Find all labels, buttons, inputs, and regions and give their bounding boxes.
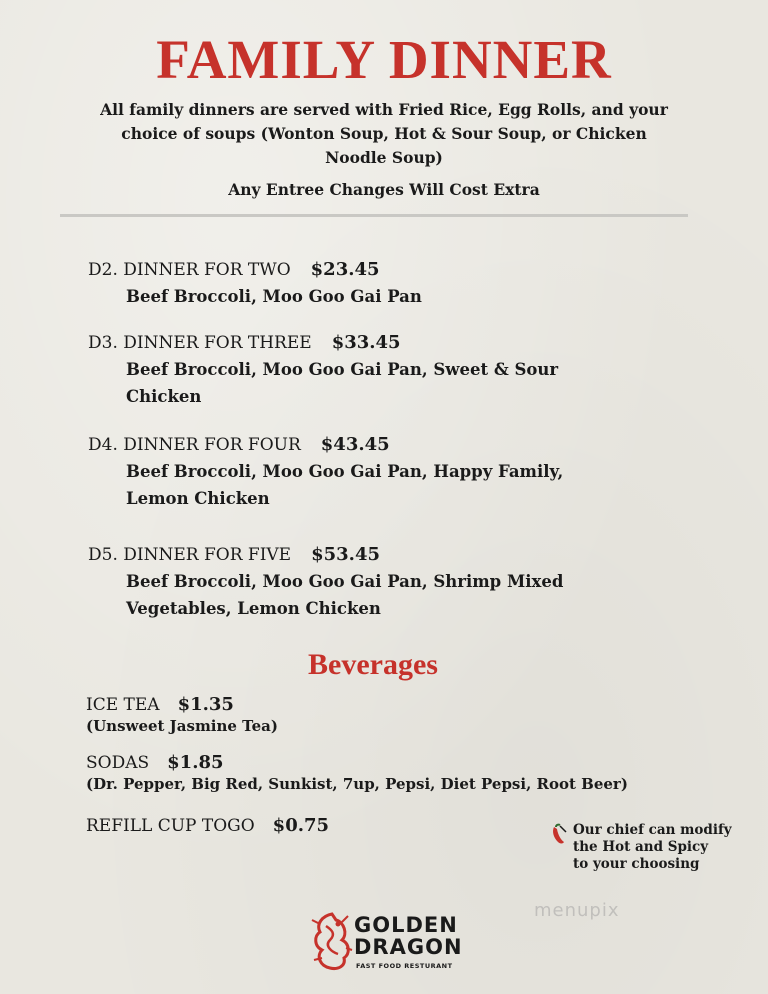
beverage-item-ice-tea xyxy=(86,694,278,737)
intro-line: Noodle Soup) xyxy=(325,148,443,167)
beverage-price: $0.75 xyxy=(272,815,330,836)
intro-text xyxy=(74,98,694,170)
dinner-description xyxy=(126,283,648,310)
dinner-desc-line: Beef Broccoli, Moo Goo Gai Pan, Shrimp Mixed xyxy=(126,572,564,591)
dinner-item-d4 xyxy=(88,432,648,512)
chef-note xyxy=(573,822,753,873)
dinner-name: D2. DINNER FOR TWO xyxy=(88,260,291,280)
beverage-price: $1.35 xyxy=(177,694,234,715)
beverage-item-sodas xyxy=(86,752,628,795)
intro-line: choice of soups (Wonton Soup, Hot & Sour Soup, or Chicken xyxy=(121,124,647,143)
dinner-desc-line: Beef Broccoli, Moo Goo Gai Pan, Happy Family, xyxy=(126,462,564,481)
dinner-price: $33.45 xyxy=(331,332,401,353)
dinner-description xyxy=(126,356,648,410)
dinner-desc-line: Beef Broccoli, Moo Goo Gai Pan, Sweet & Sour xyxy=(126,360,559,379)
dinner-description xyxy=(126,458,648,512)
beverage-name: ICE TEA xyxy=(86,695,160,715)
beverage-price: $1.85 xyxy=(167,752,224,773)
dinner-item-d5 xyxy=(88,542,648,622)
logo-line: GOLDEN xyxy=(354,913,458,937)
dinner-desc-line: Beef Broccoli, Moo Goo Gai Pan xyxy=(126,287,422,306)
dinner-price: $43.45 xyxy=(320,434,390,455)
entree-change-note: Any Entree Changes Will Cost Extra xyxy=(228,180,540,199)
dinner-heading xyxy=(88,330,648,356)
dinner-heading xyxy=(88,257,648,283)
beverage-details: (Unsweet Jasmine Tea) xyxy=(86,717,278,735)
dinner-price: $23.45 xyxy=(310,259,380,280)
logo-wordmark xyxy=(354,914,463,958)
logo-tagline: FAST FOOD RESTURANT xyxy=(356,962,453,970)
divider xyxy=(60,214,688,217)
intro-line: All family dinners are served with Fried Rice, Egg Rolls, and your xyxy=(100,100,668,119)
chili-pepper-icon xyxy=(548,823,570,845)
dinner-item-d2 xyxy=(88,257,648,310)
dinner-item-d3 xyxy=(88,330,648,410)
dinner-heading xyxy=(88,542,648,568)
dinner-price: $53.45 xyxy=(311,544,380,565)
beverages-heading: Beverages xyxy=(308,648,438,681)
dragon-icon xyxy=(308,910,356,972)
chef-note-line: Our chief can modify xyxy=(573,822,732,838)
dinner-desc-line: Chicken xyxy=(126,387,202,406)
page-title: FAMILY DINNER xyxy=(156,29,612,90)
dinner-name: D5. DINNER FOR FIVE xyxy=(88,545,292,565)
dinner-description xyxy=(126,568,648,622)
dinner-heading xyxy=(88,432,648,458)
logo-line: DRAGON xyxy=(354,935,463,959)
dinner-name: D4. DINNER FOR FOUR xyxy=(88,435,301,455)
beverage-name: REFILL CUP TOGO xyxy=(86,816,255,836)
watermark: menupix xyxy=(534,900,620,921)
beverage-details: (Dr. Pepper, Big Red, Sunkist, 7up, Pepsi, Diet Pepsi, Root Beer) xyxy=(86,775,628,793)
dinner-desc-line: Lemon Chicken xyxy=(126,489,270,508)
dinner-desc-line: Vegetables, Lemon Chicken xyxy=(126,599,381,618)
beverage-item-refill xyxy=(86,815,329,836)
beverage-name: SODAS xyxy=(86,753,150,773)
dinner-name: D3. DINNER FOR THREE xyxy=(88,333,312,353)
chef-note-line: the Hot and Spicy xyxy=(573,839,709,855)
chef-note-line: to your choosing xyxy=(573,856,700,872)
